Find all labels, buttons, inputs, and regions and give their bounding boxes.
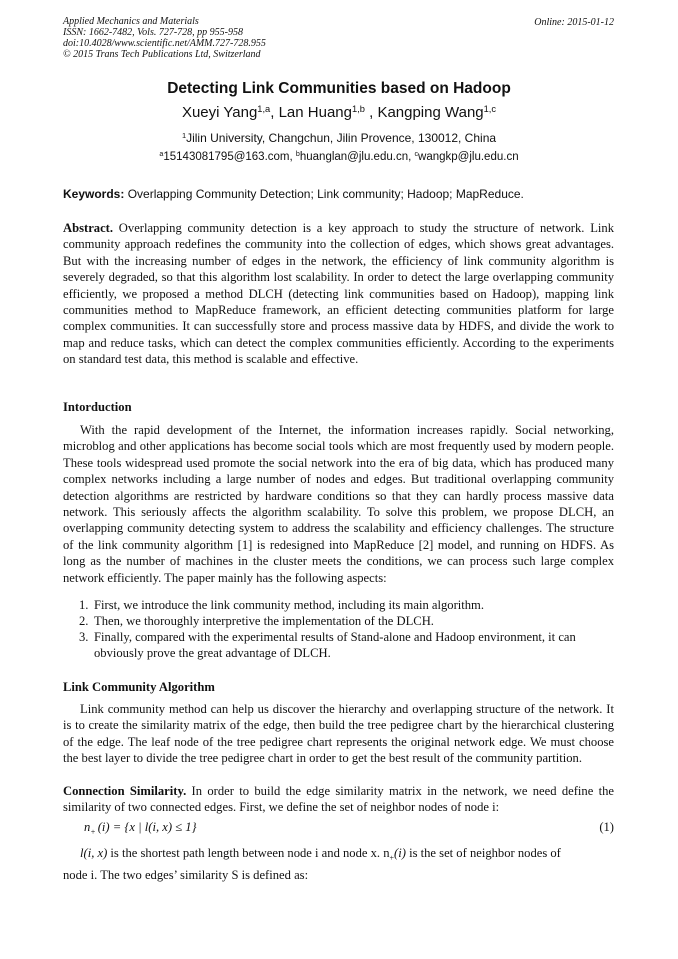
paper-title: Detecting Link Communities based on Hadoop — [167, 80, 511, 97]
author-affil-mark: 1,b — [351, 103, 365, 114]
equation-number: (1) — [599, 820, 614, 834]
keywords-text: Overlapping Community Detection; Link community; Hadoop; MapReduce. — [124, 187, 524, 201]
email: 15143081795@163.com, — [163, 151, 296, 163]
list-item: 1. First, we introduce the link community method, including its main algorithm. — [79, 598, 485, 612]
definition-paragraph: l(i, x) is the shortest path length between node i and node x. $n_+(i)$ is the set of neighbor nodes of node i. The two edges’ similarity S is defined as: — [63, 846, 561, 882]
email: huanglan@jlu.edu.cn, — [299, 151, 415, 163]
equation-1: $n_+$ (i) = {x | l(i, x) ≤ 1} — [84, 820, 197, 837]
list-item: 2. Then, we thoroughly interpretive the implementation of the DLCH. — [79, 614, 434, 628]
intro-paragraph: With the rapid development of the Internet, the information increases rapidly. Social networking, microblog and other applications has become social tools which are most frequently used by modern people. These tools widespread used promote the social network into the era of big data, which has produced many complex networks including a large number of nodes and edges. But traditional overlapping community detection algorithms are restricted by hardware conditions so that they can hardly process massive data network. This seriously affects the algorithm scalability. To solve this problem, we propose DLCH, an overlapping community detecting system to address the scalability and efficiency challenges. The structure of the link community algorithm [1] is redesigned into MapReduce [2] model, and running on HDFS. As long as the number of machines in the cluster meets the conditions, we can process such large complex network efficiently. The paper mainly has the following aspects: — [63, 423, 614, 585]
author-name: Xueyi Yang — [181, 104, 258, 121]
connection-similarity-paragraph: Connection Similarity. In order to build the edge similarity matrix in the network, we need define the similarity of two connected edges. First, we define the set of neighbor nodes of node i: — [63, 784, 614, 815]
affiliation: $^1$Jilin University, Changchun, Jilin Provence, 130012, China — [181, 130, 497, 145]
doi-line: doi:10.4028/www.scientific.net/AMM.727-728.955 — [63, 38, 266, 49]
author-affil-mark: 1,a — [257, 103, 271, 114]
author-list: Xueyi Yang$^{1,a}$, Lan Huang$^{1,b}$ , Kangping Wang$^{1,c}$ — [181, 103, 497, 121]
keywords — [63, 187, 524, 201]
lca-paragraph: Link community method can help us discover the hierarchy and overlapping structure of the network. It is to create the similarity matrix of the edge, then build the tree pedigree chart by the hierarchical clustering of the edge. The leaf node of the tree pedigree chart represents the original network edge. We must choose the best layer to divide the tree pedigree chart in order to get the best result of the community partition. — [63, 702, 614, 766]
journal-name: Applied Mechanics and Materials — [63, 16, 199, 27]
author-emails: $^a$15143081795@163.com, $^b$huanglan@jlu.edu.cn, $^c$wangkp@jlu.edu.cn — [159, 150, 519, 163]
abstract-text: Overlapping community detection is a key approach to study the structure of network. Link community approach redefines the community into the collection of edges, which shows great advantages. But with the increasing number of edges in the network, the efficiency of link community algorithm is severely degraded, so that this algorithm lost scalability. In order to detect the large overlapping community efficiently, we proposed a method DLCH (detecting link communities based on Hadoop), mapping link communities method to MapReduce framework, an efficient detecting communities platform for large complex communities. It can successfully store and process massive data by HDFS, and divide the work to map and reduce tasks, which can detect the complex communities efficiently. According to the experiments on standard test data, this method is scalable and effective. — [63, 221, 614, 367]
issn-line: ISSN: 1662-7482, Vols. 727-728, pp 955-958 — [63, 27, 243, 38]
list-item: 3. Finally, compared with the experimental results of Stand-alone and Hadoop environment, it can obviously prove the great advantage of DLCH. — [79, 630, 576, 661]
abstract — [63, 220, 614, 368]
keywords-label: Keywords: — [63, 187, 125, 201]
online-date: Online: 2015-01-12 — [534, 17, 614, 28]
author-name: Kangping Wang — [377, 104, 484, 121]
author-name: Lan Huang — [278, 104, 352, 121]
connection-similarity-label: Connection Similarity. — [63, 784, 187, 798]
intro-heading: Intorduction — [63, 400, 132, 414]
copyright-line: © 2015 Trans Tech Publications Ltd, Switzerland — [63, 49, 261, 60]
abstract-label: Abstract. — [63, 221, 114, 235]
email: wangkp@jlu.edu.cn — [418, 151, 519, 163]
lca-heading: Link Community Algorithm — [63, 680, 215, 694]
author-affil-mark: 1,c — [483, 103, 497, 114]
